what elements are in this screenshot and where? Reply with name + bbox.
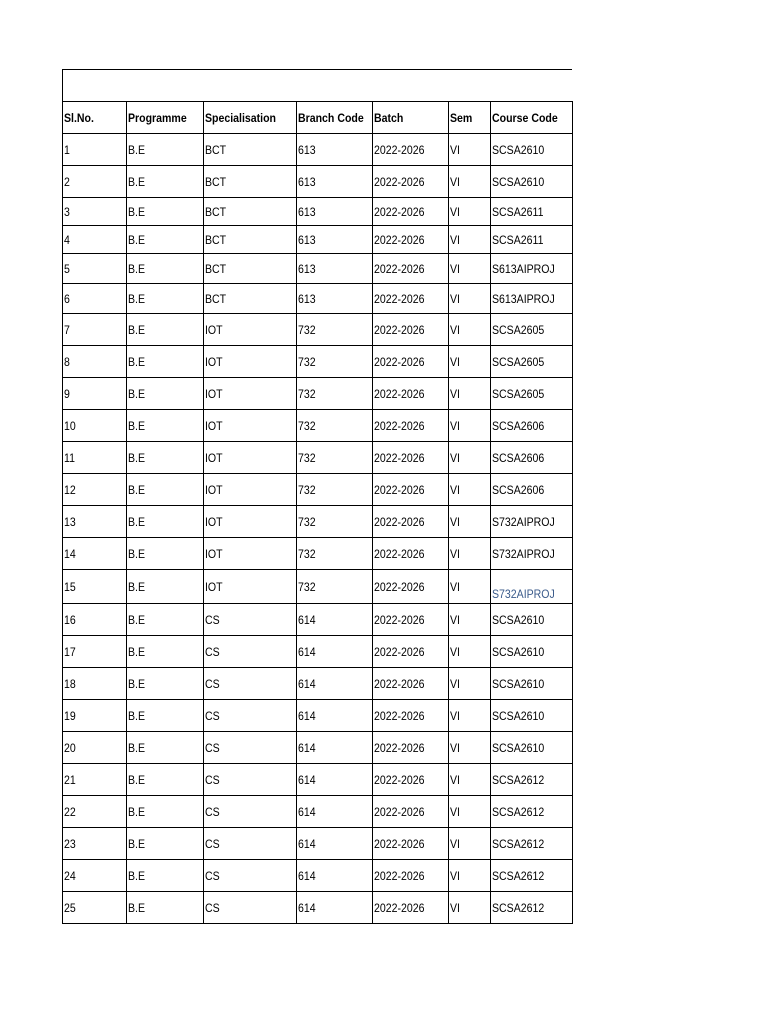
- cell-batch: 2022-2026: [373, 764, 449, 796]
- cell-batch: 2022-2026: [373, 506, 449, 538]
- cell-batch: 2022-2026: [373, 604, 449, 636]
- cell-programme: B.E: [127, 732, 204, 764]
- cell-specialisation: CS: [204, 700, 297, 732]
- cell-branch-code: 732: [297, 538, 373, 570]
- cell-sl-no: 12: [63, 474, 127, 506]
- cell-programme: B.E: [127, 604, 204, 636]
- cell-course-code: SCSA2612: [491, 796, 573, 828]
- cell-sl-no: 6: [63, 284, 127, 314]
- cell-programme: B.E: [127, 134, 204, 166]
- cell-specialisation: CS: [204, 764, 297, 796]
- table-row: [63, 474, 573, 506]
- cell-branch-code: 732: [297, 442, 373, 474]
- header-programme: Programme: [127, 102, 204, 134]
- table-row: [63, 314, 573, 346]
- cell-programme: B.E: [127, 860, 204, 892]
- cell-sl-no: 24: [63, 860, 127, 892]
- table-row: [63, 828, 573, 860]
- cell-course-code: SCSA2611: [491, 198, 573, 226]
- cell-specialisation: CS: [204, 604, 297, 636]
- cell-sem: VI: [449, 700, 491, 732]
- cell-programme: B.E: [127, 346, 204, 378]
- cell-specialisation: BCT: [204, 284, 297, 314]
- cell-branch-code: 732: [297, 378, 373, 410]
- header-batch: Batch: [373, 102, 449, 134]
- cell-programme: B.E: [127, 198, 204, 226]
- cell-sem: VI: [449, 226, 491, 254]
- cell-branch-code: 614: [297, 700, 373, 732]
- cell-branch-code: 614: [297, 764, 373, 796]
- cell-sl-no: 5: [63, 254, 127, 284]
- cell-branch-code: 613: [297, 166, 373, 198]
- cell-batch: 2022-2026: [373, 378, 449, 410]
- cell-batch: 2022-2026: [373, 198, 449, 226]
- cell-branch-code: 614: [297, 796, 373, 828]
- cell-programme: B.E: [127, 538, 204, 570]
- cell-programme: B.E: [127, 284, 204, 314]
- cell-sem: VI: [449, 378, 491, 410]
- cell-branch-code: 613: [297, 198, 373, 226]
- cell-branch-code: 614: [297, 892, 373, 924]
- header-sl-no: Sl.No.: [63, 102, 127, 134]
- cell-programme: B.E: [127, 796, 204, 828]
- cell-batch: 2022-2026: [373, 134, 449, 166]
- table-row: [63, 732, 573, 764]
- cell-programme: B.E: [127, 474, 204, 506]
- cell-programme: B.E: [127, 570, 204, 604]
- cell-specialisation: IOT: [204, 538, 297, 570]
- cell-specialisation: CS: [204, 636, 297, 668]
- cell-sl-no: 18: [63, 668, 127, 700]
- cell-course-code: SCSA2605: [491, 346, 573, 378]
- cell-programme: B.E: [127, 636, 204, 668]
- cell-specialisation: CS: [204, 892, 297, 924]
- cell-branch-code: 732: [297, 474, 373, 506]
- cell-branch-code: 614: [297, 668, 373, 700]
- cell-course-code: S732AIPROJ: [491, 506, 573, 538]
- cell-sl-no: 21: [63, 764, 127, 796]
- course-table: [62, 101, 573, 924]
- cell-branch-code: 613: [297, 254, 373, 284]
- cell-sl-no: 2: [63, 166, 127, 198]
- cell-sl-no: 11: [63, 442, 127, 474]
- cell-programme: B.E: [127, 410, 204, 442]
- cell-sl-no: 9: [63, 378, 127, 410]
- table-row: [63, 166, 573, 198]
- table-row: [63, 346, 573, 378]
- cell-sl-no: 23: [63, 828, 127, 860]
- cell-branch-code: 614: [297, 860, 373, 892]
- table-row: [63, 538, 573, 570]
- cell-course-code: SCSA2610: [491, 636, 573, 668]
- cell-batch: 2022-2026: [373, 570, 449, 604]
- cell-course-code: SCSA2610: [491, 732, 573, 764]
- table-row: [63, 570, 573, 604]
- cell-specialisation: CS: [204, 828, 297, 860]
- table-row: [63, 198, 573, 226]
- cell-programme: B.E: [127, 378, 204, 410]
- table-row: [63, 604, 573, 636]
- cell-course-code: SCSA2605: [491, 314, 573, 346]
- cell-sl-no: 17: [63, 636, 127, 668]
- cell-course-code: S732AIPROJ: [491, 538, 573, 570]
- cell-sl-no: 8: [63, 346, 127, 378]
- table-row: [63, 860, 573, 892]
- cell-programme: B.E: [127, 166, 204, 198]
- cell-batch: 2022-2026: [373, 892, 449, 924]
- cell-sem: VI: [449, 796, 491, 828]
- table-row: [63, 284, 573, 314]
- cell-specialisation: BCT: [204, 226, 297, 254]
- cell-sem: VI: [449, 314, 491, 346]
- cell-batch: 2022-2026: [373, 636, 449, 668]
- cell-sl-no: 1: [63, 134, 127, 166]
- cell-batch: 2022-2026: [373, 860, 449, 892]
- cell-specialisation: IOT: [204, 314, 297, 346]
- table-row: [63, 796, 573, 828]
- cell-sem: VI: [449, 860, 491, 892]
- cell-branch-code: 614: [297, 636, 373, 668]
- cell-specialisation: BCT: [204, 198, 297, 226]
- cell-programme: B.E: [127, 892, 204, 924]
- cell-sl-no: 4: [63, 226, 127, 254]
- cell-course-code: SCSA2605: [491, 378, 573, 410]
- table-row: [63, 764, 573, 796]
- table-row: [63, 254, 573, 284]
- cell-course-code: SCSA2606: [491, 442, 573, 474]
- cell-batch: 2022-2026: [373, 410, 449, 442]
- cell-course-code: S732AIPROJ: [491, 570, 573, 604]
- cell-branch-code: 614: [297, 732, 373, 764]
- cell-branch-code: 613: [297, 226, 373, 254]
- cell-sem: VI: [449, 604, 491, 636]
- header-sem: Sem: [449, 102, 491, 134]
- cell-course-code: SCSA2610: [491, 604, 573, 636]
- cell-batch: 2022-2026: [373, 732, 449, 764]
- cell-specialisation: IOT: [204, 570, 297, 604]
- cell-course-code: SCSA2612: [491, 764, 573, 796]
- header-course-code: Course Code: [491, 102, 573, 134]
- cell-batch: 2022-2026: [373, 166, 449, 198]
- cell-sem: VI: [449, 732, 491, 764]
- cell-branch-code: 614: [297, 604, 373, 636]
- cell-course-code: SCSA2610: [491, 668, 573, 700]
- header-branch-code: Branch Code: [297, 102, 373, 134]
- cell-sem: VI: [449, 410, 491, 442]
- cell-programme: B.E: [127, 442, 204, 474]
- cell-programme: B.E: [127, 314, 204, 346]
- table-row: [63, 892, 573, 924]
- cell-batch: 2022-2026: [373, 442, 449, 474]
- cell-course-code: S613AIPROJ: [491, 284, 573, 314]
- cell-branch-code: 732: [297, 314, 373, 346]
- table-body: [63, 134, 573, 924]
- cell-batch: 2022-2026: [373, 668, 449, 700]
- cell-course-code: SCSA2612: [491, 828, 573, 860]
- cell-sem: VI: [449, 892, 491, 924]
- cell-specialisation: CS: [204, 668, 297, 700]
- cell-course-code: SCSA2610: [491, 700, 573, 732]
- cell-programme: B.E: [127, 226, 204, 254]
- cell-specialisation: IOT: [204, 442, 297, 474]
- cell-sem: VI: [449, 474, 491, 506]
- cell-sem: VI: [449, 284, 491, 314]
- cell-sl-no: 10: [63, 410, 127, 442]
- cell-programme: B.E: [127, 254, 204, 284]
- cell-course-code: SCSA2611: [491, 226, 573, 254]
- cell-branch-code: 613: [297, 134, 373, 166]
- cell-sem: VI: [449, 346, 491, 378]
- cell-programme: B.E: [127, 764, 204, 796]
- cell-programme: B.E: [127, 700, 204, 732]
- course-sheet: [62, 69, 572, 924]
- cell-programme: B.E: [127, 506, 204, 538]
- cell-specialisation: IOT: [204, 378, 297, 410]
- cell-sem: VI: [449, 828, 491, 860]
- cell-batch: 2022-2026: [373, 828, 449, 860]
- cell-course-code: SCSA2606: [491, 410, 573, 442]
- cell-sl-no: 15: [63, 570, 127, 604]
- table-row: [63, 226, 573, 254]
- cell-sl-no: 3: [63, 198, 127, 226]
- cell-batch: 2022-2026: [373, 700, 449, 732]
- cell-batch: 2022-2026: [373, 254, 449, 284]
- cell-sem: VI: [449, 570, 491, 604]
- table-row: [63, 410, 573, 442]
- table-row: [63, 378, 573, 410]
- cell-specialisation: BCT: [204, 166, 297, 198]
- table-row: [63, 700, 573, 732]
- cell-programme: B.E: [127, 828, 204, 860]
- cell-batch: 2022-2026: [373, 284, 449, 314]
- header-row: [63, 102, 573, 134]
- cell-sl-no: 7: [63, 314, 127, 346]
- cell-sl-no: 19: [63, 700, 127, 732]
- cell-course-code: SCSA2610: [491, 166, 573, 198]
- cell-sl-no: 16: [63, 604, 127, 636]
- cell-branch-code: 613: [297, 284, 373, 314]
- cell-batch: 2022-2026: [373, 226, 449, 254]
- cell-specialisation: IOT: [204, 346, 297, 378]
- cell-batch: 2022-2026: [373, 474, 449, 506]
- cell-sl-no: 25: [63, 892, 127, 924]
- cell-batch: 2022-2026: [373, 538, 449, 570]
- cell-sl-no: 14: [63, 538, 127, 570]
- cell-specialisation: IOT: [204, 474, 297, 506]
- cell-specialisation: BCT: [204, 134, 297, 166]
- cell-programme: B.E: [127, 668, 204, 700]
- sheet-title-row: [62, 69, 572, 101]
- cell-specialisation: IOT: [204, 410, 297, 442]
- cell-sem: VI: [449, 442, 491, 474]
- table-row: [63, 442, 573, 474]
- cell-sl-no: 22: [63, 796, 127, 828]
- cell-branch-code: 732: [297, 506, 373, 538]
- cell-specialisation: CS: [204, 732, 297, 764]
- cell-specialisation: CS: [204, 860, 297, 892]
- cell-sem: VI: [449, 134, 491, 166]
- header-specialisation: Specialisation: [204, 102, 297, 134]
- cell-course-code: SCSA2610: [491, 134, 573, 166]
- cell-batch: 2022-2026: [373, 796, 449, 828]
- cell-specialisation: CS: [204, 796, 297, 828]
- cell-course-code: SCSA2612: [491, 892, 573, 924]
- cell-branch-code: 732: [297, 410, 373, 442]
- cell-course-code: SCSA2612: [491, 860, 573, 892]
- cell-batch: 2022-2026: [373, 314, 449, 346]
- cell-sem: VI: [449, 538, 491, 570]
- cell-branch-code: 732: [297, 570, 373, 604]
- table-row: [63, 668, 573, 700]
- cell-sem: VI: [449, 668, 491, 700]
- cell-sem: VI: [449, 254, 491, 284]
- cell-batch: 2022-2026: [373, 346, 449, 378]
- table-row: [63, 134, 573, 166]
- table-row: [63, 636, 573, 668]
- cell-sem: VI: [449, 198, 491, 226]
- cell-sl-no: 20: [63, 732, 127, 764]
- table-row: [63, 506, 573, 538]
- cell-sem: VI: [449, 166, 491, 198]
- cell-specialisation: IOT: [204, 506, 297, 538]
- cell-sem: VI: [449, 764, 491, 796]
- cell-specialisation: BCT: [204, 254, 297, 284]
- cell-course-code: S613AIPROJ: [491, 254, 573, 284]
- cell-sl-no: 13: [63, 506, 127, 538]
- cell-sem: VI: [449, 506, 491, 538]
- cell-branch-code: 614: [297, 828, 373, 860]
- cell-branch-code: 732: [297, 346, 373, 378]
- cell-sem: VI: [449, 636, 491, 668]
- cell-course-code: SCSA2606: [491, 474, 573, 506]
